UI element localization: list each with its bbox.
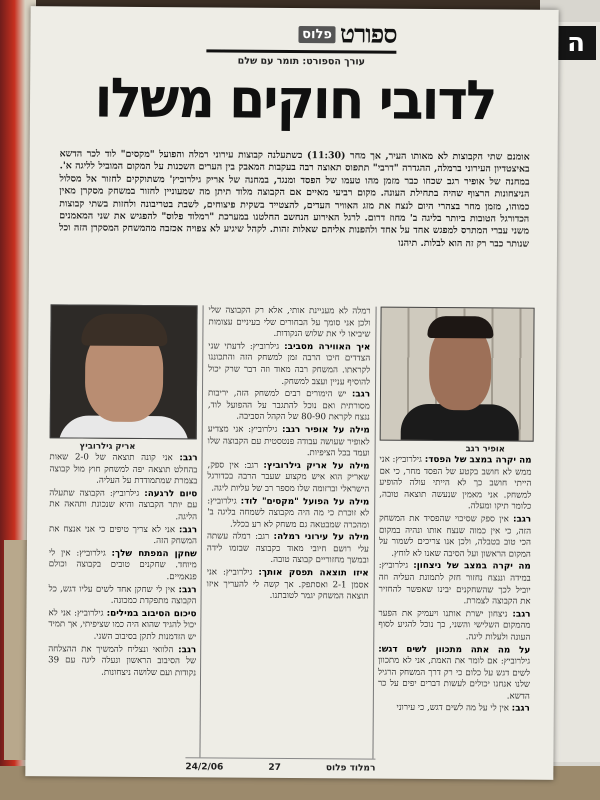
- coach-photo-left: [50, 304, 198, 439]
- headline: לדובי חוקים משלו: [94, 67, 496, 133]
- article-column-middle: [207, 305, 371, 604]
- qa-item: רגב: אין לי שחקן אחד לשים עליו דגש, כל הקבוצה מתפקדת כמכונה.: [48, 583, 197, 607]
- qa-item: איזו תוצאה תפסק אותך: גילרוביץ: אני אסמן 2-1 ואסתפק. אך קשה לי להעריך איזו תוצאה המשחק יגמר לטובתנו.: [206, 567, 369, 602]
- qa-item: מה יקרה במצב של הפסד: גילרוביץ: אני ממש לא חושב בקטע של הפסד מחר, כי אם הייתי חושב כך לא הייתי עולה להופיע למשחק. אני מאמין שנעשה תוצאה טובה, כלומר תיקו ומעלה.: [379, 454, 532, 513]
- qa-item: רגב: ניצחון ישרת אותנו ויעמיק את הפער מהמקום השלישי והשני, כך נוכל להגיע לסוף העונה ולעלות ליגה.: [378, 608, 531, 643]
- column-divider: [372, 307, 376, 759]
- qa-item: רמלה לא מעניינת אותי, אלא רק הקבוצה שלי ולכן אני סומך על הבחורים שלי בעיניים עצומות שיביאו לי את שלוש הנקודות.: [208, 305, 371, 340]
- footer-date: 24/2/06: [185, 762, 224, 773]
- qa-item: מילה על הפועל "מקסים" לוד: גילרוביץ: לא זוכרת כי מה היה מקבוצה לשמחה בליגה ב' ומהכרה שמבטאה גם משחק לא רע בכלל.: [207, 495, 370, 531]
- qa-item: רגב: יש הימורים רבים למשחק הזה, יריבות מסורתית ואם נוכל להתגבר על ההפועל לוד, ננצח לקראת 80-90 של הקהל הסביבה.: [207, 388, 371, 423]
- section-title: ספורט: [339, 19, 397, 49]
- photo-caption-right: אופיר רגב: [465, 444, 506, 455]
- qa-item: מה יקרה במצב של ניצחון: גילרוביץ: במידה וננצח נחזור חזק לתמונת העליה וזה יוביל לכך שהשחקנים יבינו שאפשר להחזיר את הקבוצה לצמרת.: [378, 560, 531, 607]
- photo-caption-left: אריק גילרוביץ: [79, 441, 136, 452]
- footer-publication: רמלוד פלוס: [325, 763, 376, 774]
- qa-item: סיכום הסיבוב במילים: גילרוביץ: אני לא יכול להגיד שהוא היה כמו שציפיתי, אך תמיד יש הזדמנות לתקן בסיבוב השני.: [48, 608, 197, 643]
- qa-item: שחקן המפתח שלך: גילרוביץ: אין לי מיוחד. שחקנים טובים בקבוצה וכולם פנאמיים.: [48, 548, 197, 583]
- qa-item: רגב: אין לי על מה לשים דגש, כי עירוני: [396, 703, 530, 715]
- editor-line: עורך הספורט: תומר עם שלם: [237, 55, 366, 68]
- qa-item: איך האווירה מסביב: גילרוביץ: לדעתי שני הצדדים חיכו הרבה זמן למשחק הזה והתכוננו לקראתו. המשחק רבה מאוד וזה דבר שרק יכול להוסיף עניין ועצב למשחק.: [208, 341, 371, 388]
- footer-page-number: 27: [268, 762, 281, 773]
- column-divider: [199, 305, 203, 757]
- section-logo: [206, 19, 396, 48]
- qa-item: על מה אתה מתכוון לשים דגש: גילרוביץ: אם לומר את האמת, אני לא מתכוון לשים דגש על כלום כי רק דרך המשחק הרגיל שלנו אנחנו יכולים לעשות דברים יפים על כר הדשא.: [377, 644, 531, 702]
- newspaper-page: [25, 6, 558, 780]
- photo-hair: [81, 314, 167, 347]
- article-column-right: [378, 455, 532, 717]
- qa-item: סיום לרגעה: גילרוביץ: הקבוצה שתעלה עם יותר הקבוצה והיא שנכונת ותהאה את הליגה.: [49, 488, 198, 523]
- masthead-rule: [206, 49, 396, 53]
- photo-hair: [427, 316, 493, 338]
- qa-item: מילה על אריק גילרוביץ: רגב: אין ספק, שאריק הוא איש מקצוע שעבר הרבה בכדורגל הישראלי וברזומה שלו מספר רב של עליות ליגה.: [207, 460, 370, 495]
- article-column-left: [48, 452, 198, 680]
- page-footer: [185, 757, 375, 775]
- qa-item: רגב: אני קונה תוצאה של 2-0 שאות בהחלט תוצאה יפה למשחק חוץ מול קבוצה בצמרת שמתמודדת על העליה.: [49, 452, 198, 487]
- qa-item: מילה על עירוני רמלה: רגב: רמלה עשתה עלי רושם חיובי מאוד כקבוצה שבזמו לידה ובמשך מחזוריים קבוצה טובה.: [206, 531, 370, 567]
- lead-paragraph: אומנם שתי הקבוצות לא מאותו העיר, אך מחר (11:30) כשתעלנה קבוצות עירוני רמלה והפועל "מקסים" לוד לכר הדשא באיצטדיון העירוני ברמלה, ההגדרה "דרבי" תתפוס תאוצה רבה בעקבות המאבק בין הערים השכנות על המקום המוביל לליגה א'. במחנה של אופיר רגב שכחו כבר מזמן מהו טעמו של הפסד ומנגד, במחנה של אריק גילרוביץ' משתוקקים לחזור אל מסלול הניצחונות הרצוף שהיה בתחילת העונה. מקום רביעי מאיים אם הקבוצה מלוד תיתן מה שמעוניין לחזור במשחק מסקרן מאין כמוהו, מזמן מחר בצהרי היום לנצח את מזג האוויר העדים, להצטייד בשקית פיצוחים, לשבת בטריבונה ולחזות בשתי קבוצות הכדורגל הטובות ביותר בליגה ב' מחוז דרום. לרגל האירוע הנחשב החלטנו במערכת "רמלוד פלוס" להפגיש את שני המאמנים משני עברי המתרס למפגש אחד על אחד ולהפנות אליהם שאלות זהות. לקהל שיגיע לא צפויה אכזבה מהמשחק המסקרן הזה וכל שנותר כבר רק זה הוא לבלות. תיהנו: [59, 148, 530, 250]
- masthead: [206, 19, 396, 67]
- coach-photo-right: [380, 307, 535, 442]
- section-suffix: פלוס: [298, 26, 336, 43]
- qa-item: מילה על אופיר רגב: גילרוביץ: אני מצדיע לאופיר שעושה עבודה פנטסטית עם הקבוצה שלו ועמד בכל הציפיות.: [207, 424, 370, 459]
- qa-item: רגב: אין ספק שסיכוי שהפסיד את המשחק הזה, כי אין כמוה שנצח אותו ונהיה במקום הכי טוב בטבלה, ולכן אנו צריכים לשמור על המקום הראשון ועל הסיבה שאנו לא לוחץ.: [378, 513, 532, 560]
- qa-item: רגב: הלוואי ונצליח להמשיך את ההצלחה של הסיבוב הראשון ונעלה ליגה עם 39 נקודות ועם שלושה ניצחונות.: [48, 643, 197, 679]
- qa-item: רגב: אני לא צריך טיפים כי אני אנצח את המשחק הזה.: [49, 523, 198, 547]
- neighbor-page-tab: ה: [556, 26, 596, 60]
